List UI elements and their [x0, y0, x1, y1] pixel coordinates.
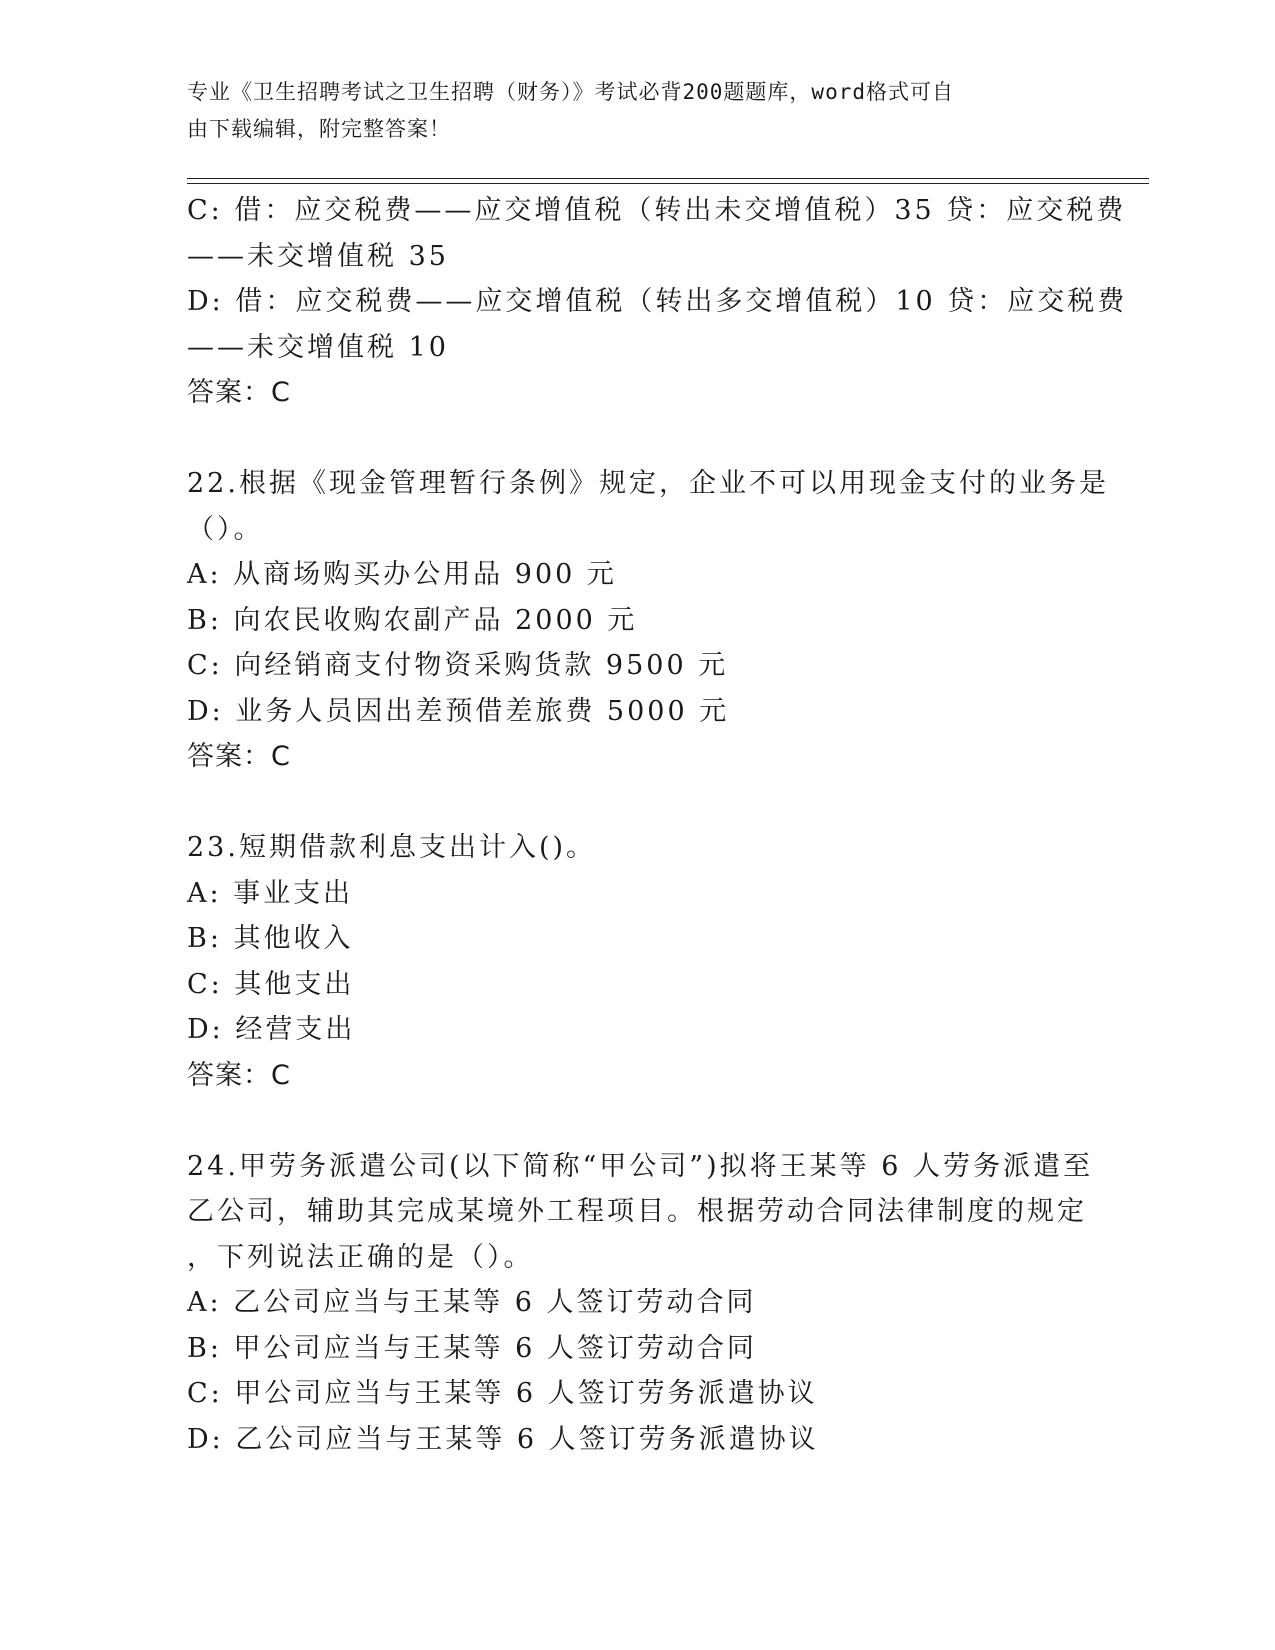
question-21-continued	[187, 188, 1128, 416]
option-a: A: 从商场购买办公用品 900 元	[187, 559, 617, 590]
question-stem-line-3: ，下列说法正确的是（）。	[187, 1241, 534, 1273]
question-23	[187, 825, 1087, 1098]
spacer	[187, 1098, 1087, 1144]
option-d-line-1: D: 借：应交税费——应交增值税（转出多交增值税）10 贷：应交税费	[187, 286, 1128, 317]
spacer	[187, 416, 1087, 462]
header-line-2: 由下载编辑，附完整答案！	[187, 117, 451, 141]
option-c-line-1: C: 借：应交税费——应交增值税（转出未交增值税）35 贷：应交税费	[187, 195, 1127, 226]
option-b: B: 向农民收购农副产品 2000 元	[187, 604, 638, 636]
option-d: D: 经营支出	[187, 1014, 356, 1045]
option-d: D: 业务人员因出差预借差旅费 5000 元	[187, 695, 730, 727]
option-c-line-2: ——未交增值税 35	[187, 240, 449, 272]
document-body	[187, 188, 1128, 1462]
question-stem-line-2: （）。	[187, 513, 264, 545]
option-a: A: 事业支出	[187, 877, 354, 909]
question-stem-line-1: 24.甲劳务派遣公司(以下简称“甲公司”)拟将王某等 6 人劳务派遣至	[187, 1150, 1093, 1182]
option-d-line-2: ——未交增值税 10	[187, 331, 449, 363]
question-stem-line-1: 22.根据《现金管理暂行条例》规定，企业不可以用现金支付的业务是	[187, 468, 1109, 499]
document-header	[187, 74, 1067, 148]
answer: 答案：C	[187, 1059, 291, 1091]
question-24	[187, 1144, 1093, 1463]
option-d: D: 乙公司应当与王某等 6 人签订劳务派遣协议	[187, 1423, 819, 1455]
question-stem-line-1: 23.短期借款利息支出计入()。	[187, 832, 597, 863]
header-divider-top	[187, 178, 1149, 179]
question-22	[187, 461, 1109, 780]
option-c: C: 向经销商支付物资采购货款 9500 元	[187, 650, 729, 681]
option-b: B: 其他收入	[187, 923, 354, 954]
header-divider-bottom	[187, 183, 1149, 184]
question-stem-line-2: 乙公司，辅助其完成某境外工程项目。根据劳动合同法律制度的规定	[187, 1196, 1087, 1227]
option-c: C: 甲公司应当与王某等 6 人签订劳务派遣协议	[187, 1378, 818, 1409]
option-a: A: 乙公司应当与王某等 6 人签订劳动合同	[187, 1287, 757, 1318]
answer: 答案：C	[187, 741, 291, 772]
spacer	[187, 780, 1087, 826]
answer: 答案：C	[187, 377, 291, 408]
header-line-1: 专业《卫生招聘考试之卫生招聘（财务）》考试必背200题题库，word格式可自	[187, 80, 954, 104]
option-b: B: 甲公司应当与王某等 6 人签订劳动合同	[187, 1332, 757, 1364]
option-c: C: 其他支出	[187, 968, 355, 1000]
